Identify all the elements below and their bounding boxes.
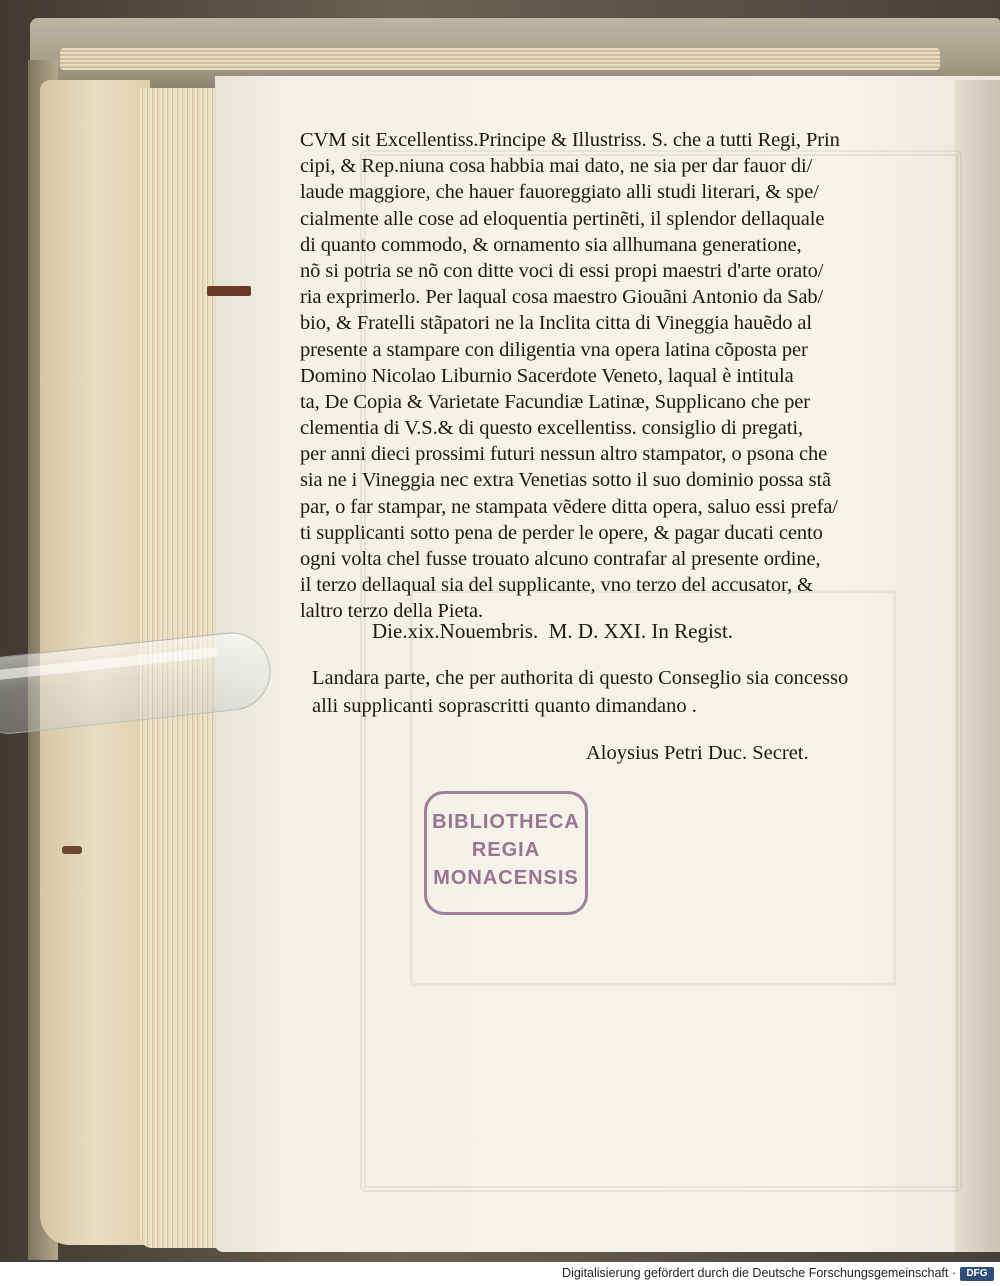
text-line: Domino Nicolao Liburnio Sacerdote Veneto, laqual è intitula bbox=[300, 364, 794, 387]
stamp-line: BIBLIOTHECA bbox=[432, 811, 580, 833]
text-line: nõ si potria se nõ con ditte voci di essi propi maestri d'arte orato/ bbox=[300, 259, 824, 282]
text-line: sia ne i Vineggia nec extra Venetias sotto il suo dominio possa stã bbox=[300, 469, 832, 492]
text-line: ogni volta chel fusse trouato alcuno contrafar al presente ordine, bbox=[300, 548, 821, 570]
stamp-line: MONACENSIS bbox=[433, 867, 579, 889]
text-line: bio, & Fratelli stãpatori ne la Inclita citta di Vineggia hauẽdo al bbox=[300, 312, 813, 335]
text-line: ti supplicanti sotto pena de perder le opere, & pagar ducati cento bbox=[300, 521, 823, 544]
text-line: CVM sit Excellentiss.Principe & Illustriss. S. che a tutti Regi, Prin bbox=[300, 129, 840, 151]
secretary-signature: Aloysius Petri Duc. Secret. bbox=[586, 742, 809, 764]
text-line: il terzo dellaqual sia del supplicante, vno terzo del accusator, & bbox=[300, 574, 813, 597]
text-line: cipi, & Rep.niuna cosa habbia mai dato, ne sia per dar fauor di/ bbox=[300, 155, 813, 178]
dfg-logo: DFG bbox=[960, 1267, 994, 1281]
text-line: cialmente alle cose ad eloquentia pertinẽti, il splendor dellaquale bbox=[300, 207, 825, 230]
funding-credit: Digitalisierung gefördert durch die Deutsche Forschungsgemeinschaft · bbox=[562, 1266, 956, 1280]
privilege-text bbox=[300, 127, 925, 625]
text-line: clementia di V.S.& di questo excellentiss. consiglio di pregati, bbox=[300, 417, 803, 440]
text-line: ta, De Copia & Varietate Facundiæ Latinæ, Supplicano che per bbox=[300, 390, 810, 413]
decree-line: alli supplicanti soprascritti quanto dimandano . bbox=[312, 695, 697, 717]
library-stamp bbox=[424, 791, 588, 915]
text-line: laltro terzo della Pieta. bbox=[300, 600, 484, 623]
decree-line: Landara parte, che per authorita di questo Conseglio sia concesso bbox=[312, 667, 849, 689]
text-line: presente a stampare con diligentia vna opera latina cõposta per bbox=[300, 338, 808, 361]
text-line: per anni dieci prossimi futuri nessun altro stampator, o psona che bbox=[300, 443, 828, 466]
footer-bar bbox=[0, 1262, 1000, 1286]
text-line: di quanto commodo, & ornamento sia allhumana generatione, bbox=[300, 233, 802, 256]
text-line: par, o far stampar, ne stampata vẽdere ditta opera, saluo essi prefa/ bbox=[300, 495, 838, 518]
bookmark-strip bbox=[207, 286, 251, 296]
registry-date: Die.xix.Nouembris. M. D. XXI. In Regist. bbox=[372, 619, 734, 643]
page-top-edges bbox=[60, 48, 940, 70]
text-line: laude maggiore, che hauer fauoreggiato alli studi literari, & spe/ bbox=[300, 181, 819, 204]
show-through-frame bbox=[410, 590, 896, 986]
text-line: ria exprimerlo. Per laqual cosa maestro Giouãni Antonio da Sab/ bbox=[300, 286, 824, 309]
stamp-line: REGIA bbox=[471, 839, 541, 861]
left-leaf-mark bbox=[62, 846, 82, 854]
decree-text bbox=[312, 664, 848, 720]
